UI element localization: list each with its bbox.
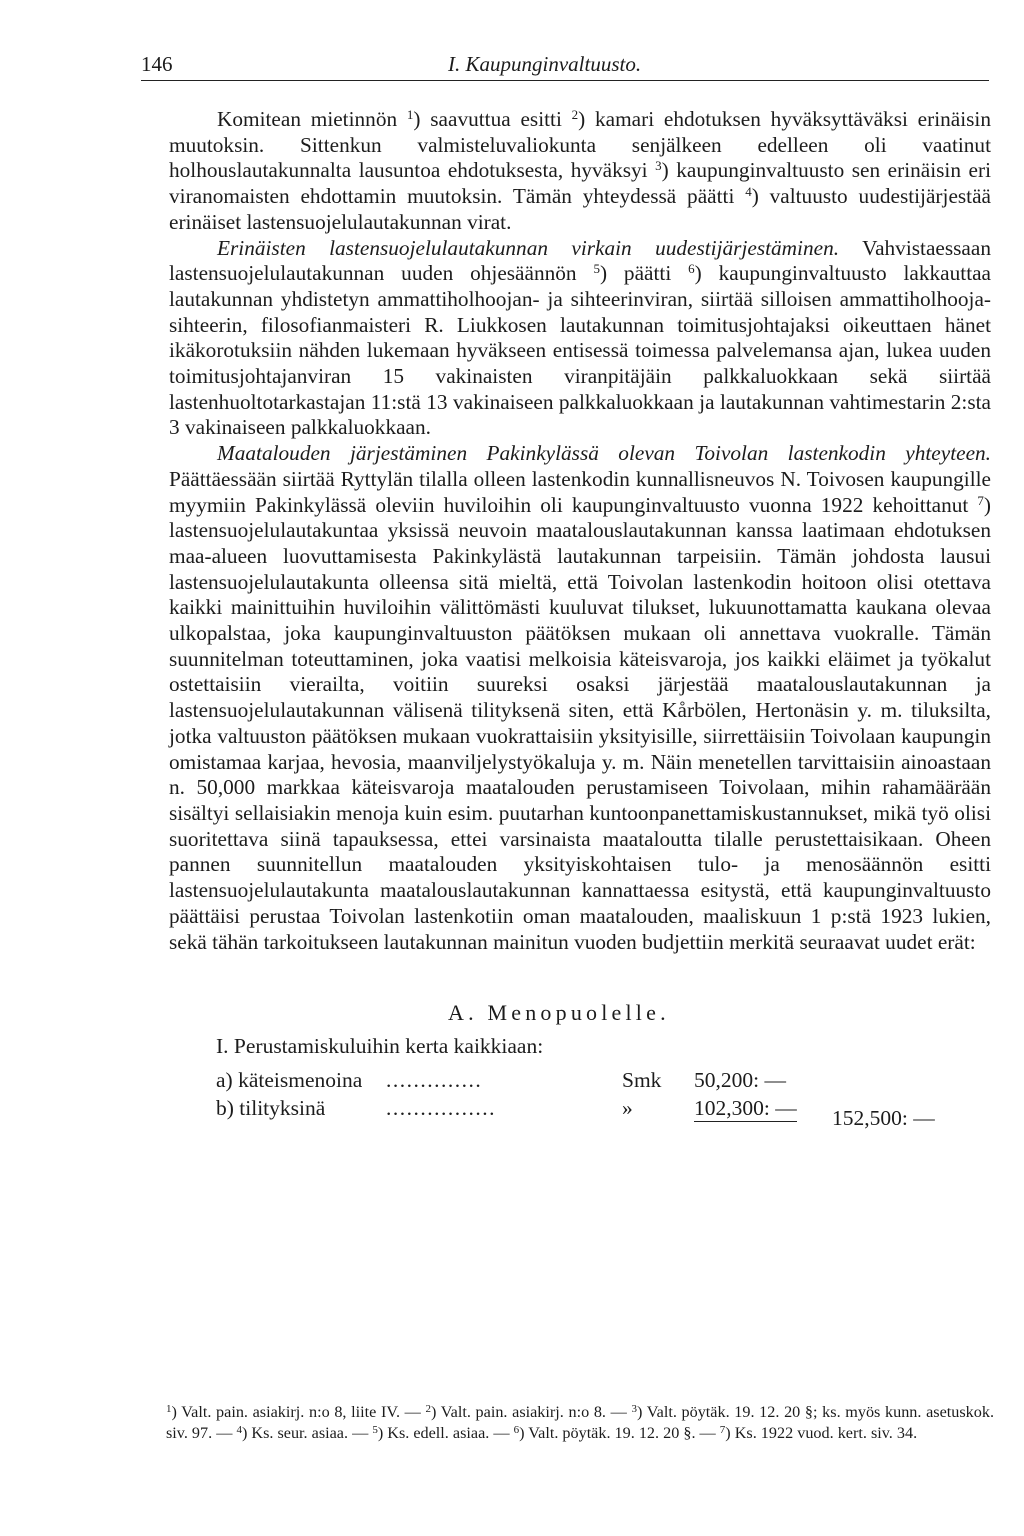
footnote-ref: 7 bbox=[977, 492, 984, 508]
budget-subheading: I. Perustamiskuluihin kerta kaikkiaan: bbox=[216, 1034, 544, 1058]
footnote-number: 2 bbox=[425, 1403, 432, 1415]
budget-row-label: a) käteismenoina bbox=[216, 1068, 363, 1092]
paragraph-toivola-agriculture bbox=[169, 441, 991, 955]
paragraph-committee-report bbox=[169, 107, 991, 236]
leader-dots: ................ bbox=[386, 1096, 496, 1120]
page-header bbox=[141, 48, 989, 81]
footnote-text: ) Valt. pain. asiakirj. n:o 8, liite IV. — bbox=[171, 1403, 426, 1421]
footnote-text: ) Ks. edell. asiaa. — bbox=[377, 1423, 514, 1442]
footnote-text: ) Valt. pöytäk. 19. 12. 20 §; ks. myös kunn. asetuskok. siv. 97. — bbox=[166, 1403, 994, 1442]
budget-row-amount: 50,200: — bbox=[694, 1068, 786, 1092]
budget-row-label: b) tilityksinä bbox=[216, 1096, 326, 1120]
text-run: Vahvistaessaan lastensuojelulautakunnan uuden ohjesäännön bbox=[169, 235, 991, 286]
footnote-text: ) Valt. pöytäk. 19. 12. 20 §. — bbox=[519, 1423, 720, 1442]
footnote-text: ) Ks. seur. asiaa. — bbox=[241, 1423, 373, 1442]
text-run: ) lastensuojelulautakuntaa yksissä neuvoin maatalouslautakunnan kanssa laatimaan ehdotuksen maa-alueen luovuttamisesta Pakinkylästä lautakunnan tarpeisiin. Tämän johdosta lausui lastensuojelulautakunta olleensa sitä mieltä, että Toivolan lastenkodin hoitoon olisi otettava kaikki mainittuihin huviloihin välittömästi kuuluvat tilukset, lukuunottamatta kaukana olevaa ulkopalstaa, joka kaupunginvaltuuston päätöksen mukaan oli annettava vuokralle. Tämän suunnitelman toteuttaminen, joka vaatisi melkoisia käteisvaroja, jos kaikki eläimet ja työkalut ostettaisiin vierailta, voitiin suureksi osaksi järjestää maatalouslautakunnan ja lastensuojelulautakunnan välisenä tilityksenä siten, että Kårbölen, Hertonäsin y. m. tiluksilta, jotka valtuuston päätöksen mukaan vuokrattaisiin yksityisille, siirrettäisiin Toivolaan kaupungin omistamaa karjaa, hevosia, maanviljelystyökaluja y. m. Näin menetellen tarvittaisiin ainoastaan n. 50,000 markkaa käteisvaroja maatalouden perustamiseen Toivolaan, mihin rahamäärään sisältyi sellaisiakin menoja kuin esim. puutarhan kuntoonpanettamiskustannukset, mikä työ olisi suoritettava siinä tapauksessa, ettei varsinaista maataloutta tilalle perustettaisikaan. Oheen pannen suunnitellun maatalouden yksityiskohtaisen tulo- ja menosäännön esitti lastensuojelulautakunta maatalouslautakunnan kannattaessa esitystä, että kaupunginvaltuusto päättäisi perustaa Toivolan lastenkotiin oman maatalouden, maaliskuun 1 p:stä 1923 lukien, sekä tähän tarkoitukseen lautakunnan mainitun vuoden budjettiin merkitä seuraavat uudet erät: bbox=[169, 492, 991, 954]
text-run: ) kaupunginvaltuusto lakkauttaa lautakunnan yhdistetyn ammattiholhoojan- ja sihteerinviran, siirtää silloisen ammattiholhooja-sihteerin, filosofianmaisteri R. Liukkosen lautakunnan toimitusjohtajaksi oikeuttaen hänet ikäkorotuksiin nähden lukemaan hyväkseen entisessä toimessa palvelemansa ajan, lukea uuden toimitusjohtajanviran 15 vakinaisten viranpitäjäin palkkaluokkaan sekä siirtää lastenhuoltotarkastajan 11:stä 13 vakinaiseen palkkaluokkaan ja lautakunnan vahtimestarin 2:sta 3 vakinaiseen palkkaluokkaan. bbox=[169, 261, 992, 440]
footnote-number: 3 bbox=[631, 1403, 637, 1415]
footnotes bbox=[166, 1402, 994, 1443]
budget-section-heading: A. Menopuolelle. bbox=[448, 1000, 670, 1025]
footnote-number: 5 bbox=[372, 1423, 378, 1436]
text-run: ) valtuusto uudestijärjestää erinäiset lastensuojelulautakunnan virat. bbox=[169, 184, 992, 234]
text-run: ) kamari ehdotuksen hyväksyttäväksi erinäisin muutoksin. Sittenkun valmisteluvaliokunta senjälkeen edelleen oli vaatinut holhouslautakunnalta lausuntoa ehdotuksesta, hyväksyi bbox=[169, 107, 991, 183]
section-title-italic: Erinäisten lastensuojelulautakunnan virkain uudestijärjestäminen. bbox=[217, 235, 840, 260]
footnote-number: 6 bbox=[513, 1423, 520, 1436]
body-text bbox=[169, 107, 991, 955]
footnote-ref: 2 bbox=[571, 107, 579, 122]
footnote-number: 7 bbox=[719, 1423, 726, 1436]
footnote-text: ) Valt. pain. asiakirj. n:o 8. — bbox=[431, 1403, 632, 1421]
footnote-ref: 5 bbox=[593, 261, 600, 277]
budget-total: 152,500: — bbox=[832, 1106, 935, 1130]
budget-row-amount: 102,300: — bbox=[694, 1096, 797, 1120]
text-run: ) päätti bbox=[599, 261, 689, 286]
text-run: ) kaupunginvaltuusto sen erinäisin eri viranomaisten ehdottamin muutoksin. Tämän yhteydessä päätti bbox=[169, 158, 991, 209]
footnote-ref: 1 bbox=[406, 107, 414, 122]
footnote-number: 1 bbox=[166, 1403, 172, 1415]
footnote-ref: 3 bbox=[655, 158, 662, 174]
currency: Smk bbox=[622, 1068, 662, 1092]
text-run: Päättäessään siirtää Ryttylän tilalla olleen lastenkodin kunnallisneuvos N. Toivosen kaupungille myymiin Pakinkylässä oleviin huviloihin oli kaupunginvaltuusto vuonna 1922 kehoittanut bbox=[169, 466, 991, 517]
section-title-italic: Maatalouden järjestäminen Pakinkylässä olevan Toivolan lastenkodin yhteyteen. bbox=[217, 441, 991, 466]
text-run: Komitean mietinnön bbox=[217, 107, 407, 131]
currency: » bbox=[622, 1096, 633, 1120]
footnote-ref: 4 bbox=[745, 184, 752, 200]
page-number: 146 bbox=[141, 52, 173, 76]
footnote-text: ) Ks. 1922 vuod. kert. siv. 34. bbox=[725, 1423, 918, 1442]
running-title: I. Kaupunginvaltuusto. bbox=[448, 52, 642, 76]
footnote-ref: 6 bbox=[688, 261, 695, 277]
text-run: ) saavuttua esitti bbox=[413, 107, 572, 131]
leader-dots: .............. bbox=[386, 1068, 483, 1092]
footnote-number: 4 bbox=[236, 1423, 242, 1436]
paragraph-office-reorganisation bbox=[169, 236, 991, 442]
